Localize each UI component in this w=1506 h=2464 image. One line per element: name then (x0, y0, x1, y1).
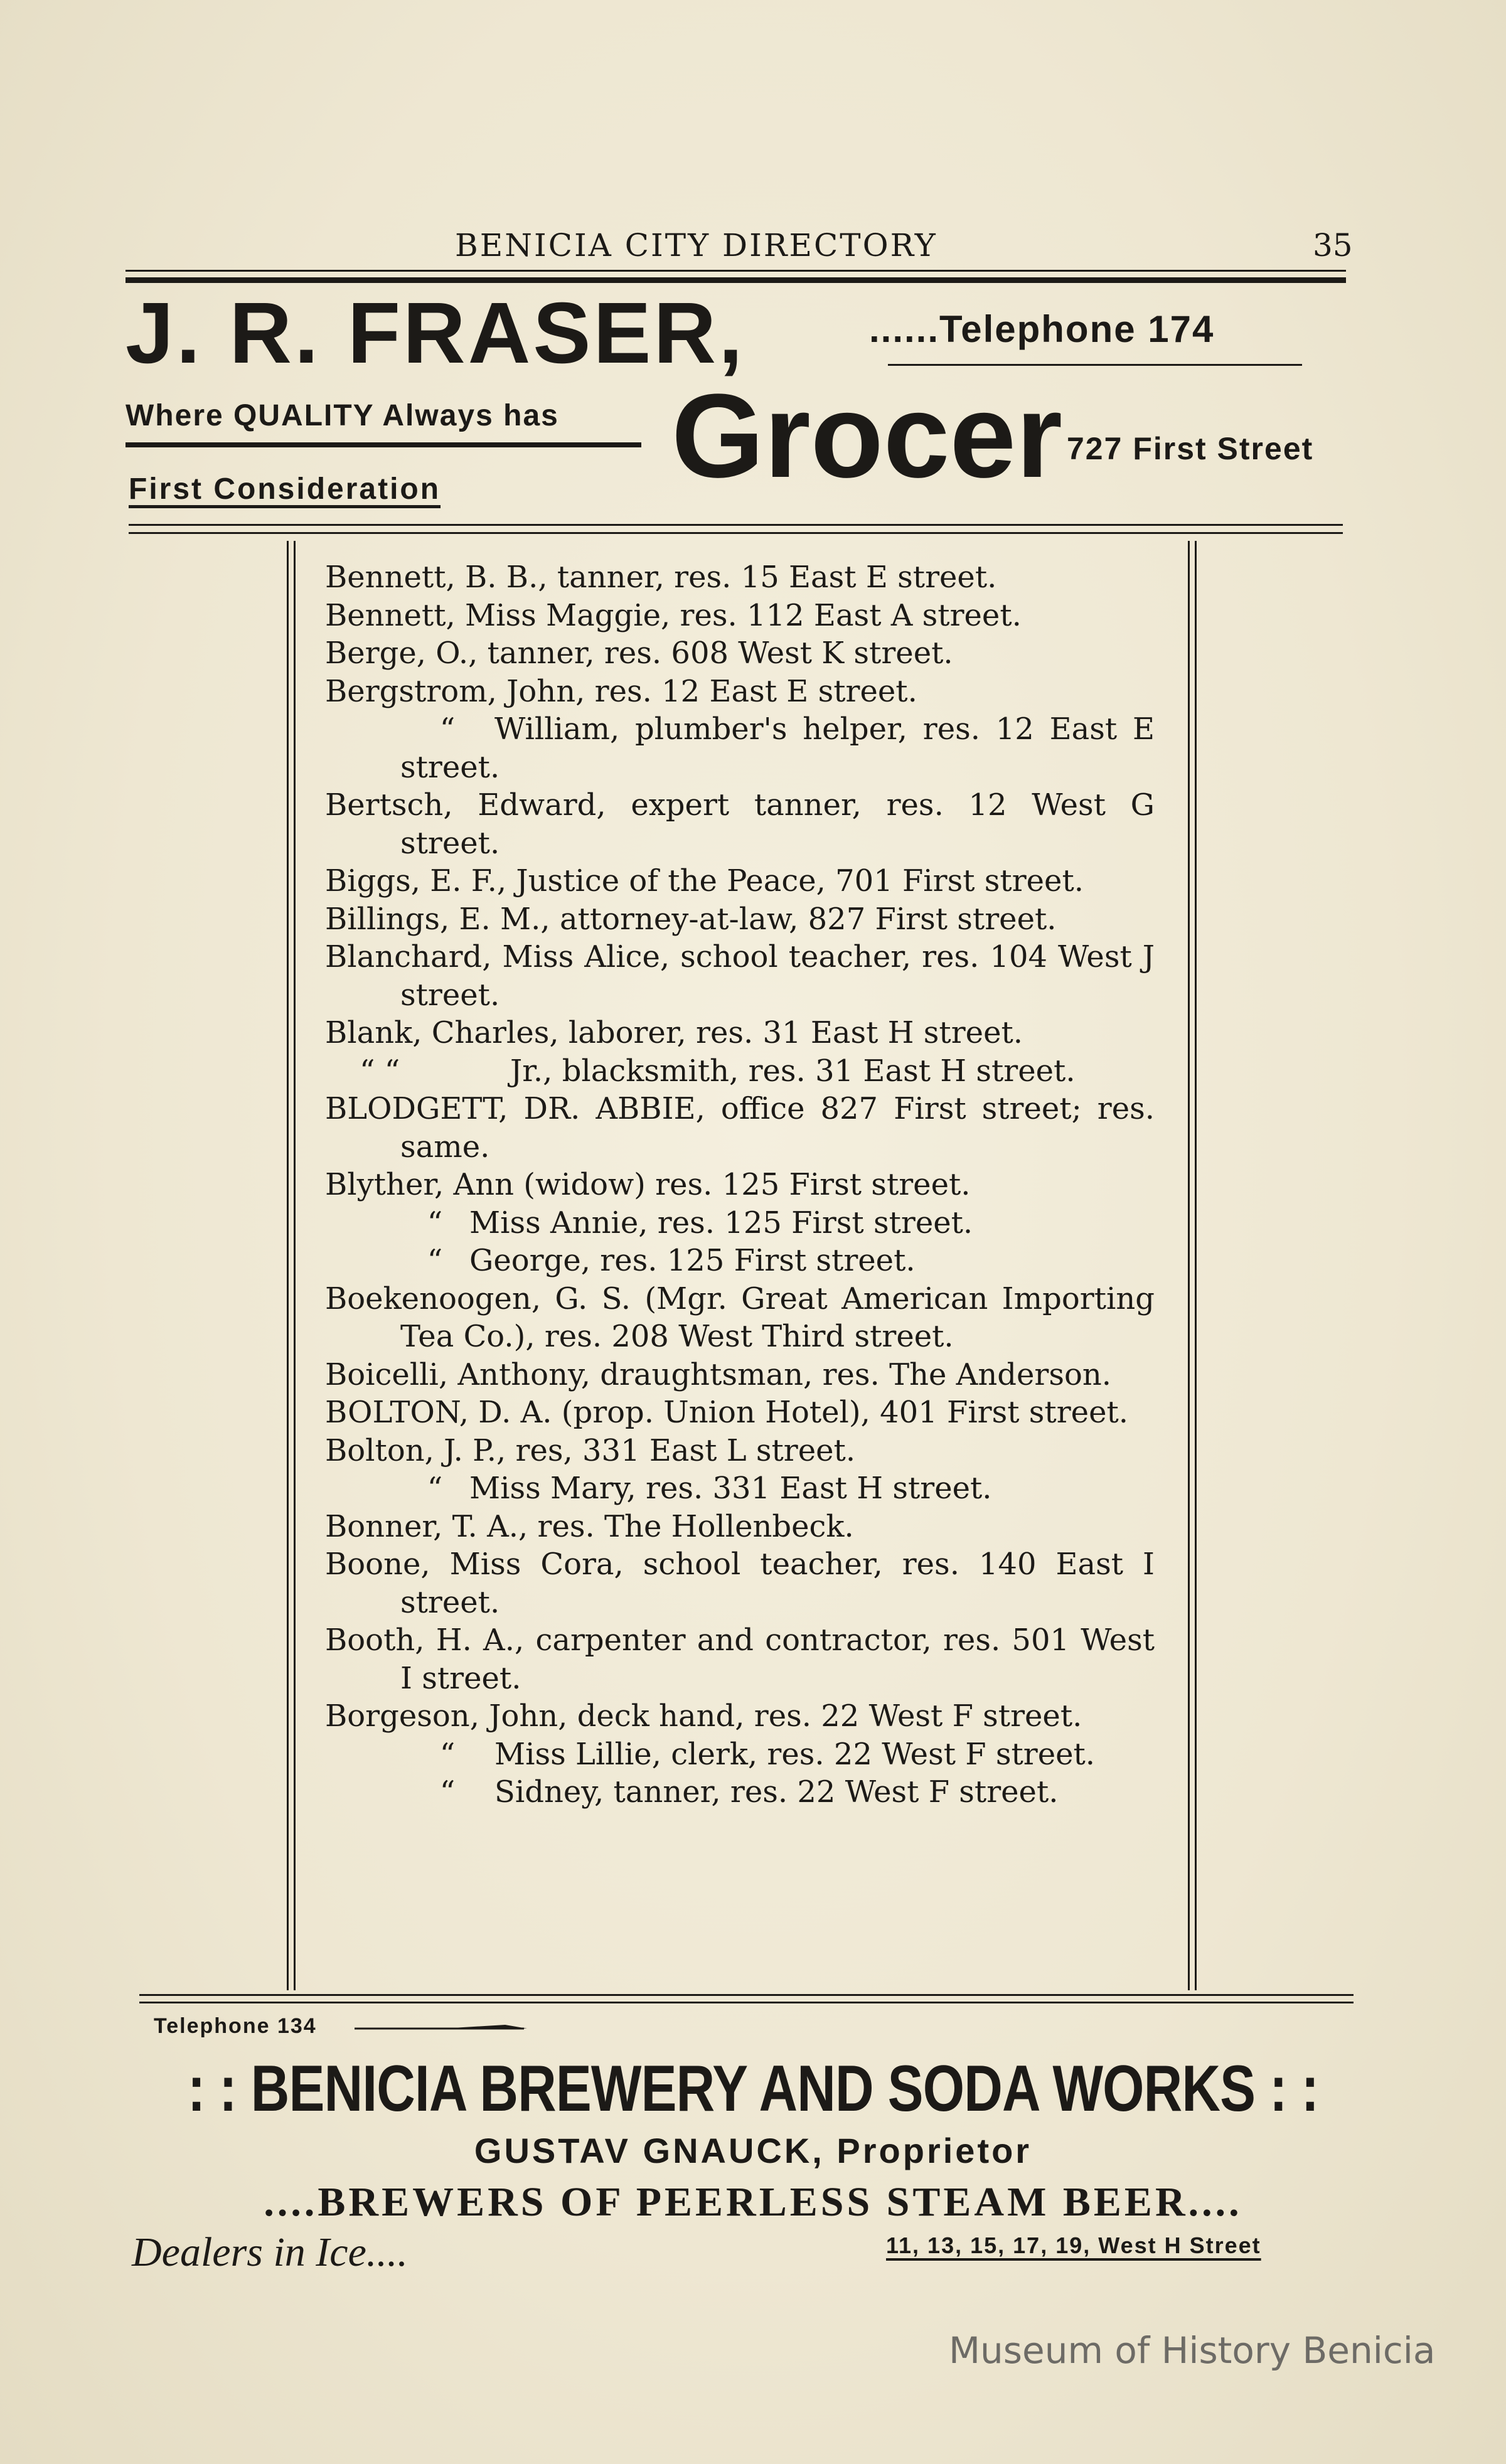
ditto-mark: “ (427, 1243, 443, 1278)
list-item: Blyther, Ann (widow) res. 125 First street. (325, 1167, 971, 1202)
brewery-telephone: Telephone 134 (154, 2014, 317, 2038)
list-item: Bennett, Miss Maggie, res. 112 East A street. (325, 597, 1022, 633)
list-item: Bennett, B. B., tanner, res. 15 East E street. (325, 560, 997, 595)
list-item: “ “ Jr., blacksmith, res. 31 East H street. (325, 1052, 1155, 1091)
column-left-rule-2 (294, 541, 296, 1990)
ditto-mark: “ (427, 1471, 443, 1506)
brewery-proprietor: GUSTAV GNAUCK, Proprietor (474, 2131, 1032, 2170)
list-item: Berge, O., tanner, res. 608 West K street. (325, 636, 953, 671)
fraser-name: J. R. FRASER, (125, 285, 745, 381)
list-item: Borgeson, John, deck hand, res. 22 West F street. (325, 1699, 1082, 1734)
column-right-rule-1 (1188, 541, 1190, 1990)
museum-watermark: Museum of History Benicia (949, 2329, 1436, 2372)
list-item: Billings, E. M., attorney-at-law, 827 First street. (325, 901, 1057, 937)
list-item: Bertsch, Edward, expert tanner, res. 12 West G street. (325, 787, 1155, 861)
list-item: BLODGETT, DR. ABBIE, office 827 First street; res. same. (325, 1091, 1155, 1165)
directory-entries (325, 558, 1155, 1811)
brewery-address: 11, 13, 15, 17, 19, West H Street (886, 2232, 1261, 2258)
fraser-trade: Grocer (671, 370, 1063, 503)
list-item: Blank, Charles, laborer, res. 31 East H street. (325, 1015, 1023, 1050)
footer-rule-1 (139, 1994, 1354, 1996)
brewery-name: : : BENICIA BREWERY AND SODA WORKS : : (187, 2052, 1319, 2125)
page-title: BENICIA CITY DIRECTORY (455, 227, 937, 264)
brewery-ice-dealers: Dealers in Ice.... (132, 2229, 408, 2275)
ditto-mark: “ (427, 1205, 443, 1240)
fraser-address: 727 First Street (1067, 431, 1314, 466)
header-rule-thick (125, 277, 1346, 283)
list-item: “ George, res. 125 First street. (325, 1242, 1155, 1280)
list-item: “ William, plumber's helper, res. 12 East E street. (400, 712, 1155, 785)
list-item: Booth, H. A., carpenter and contractor, res. 501 West I street. (325, 1623, 1155, 1696)
telephone-pointer-icon (355, 2019, 530, 2032)
list-item: “ Miss Mary, res. 331 East H street. (325, 1469, 1155, 1508)
ditto-mark: “ “ (360, 1053, 400, 1089)
footer-rule-2 (139, 2002, 1354, 2003)
ditto-mark: “ (439, 712, 456, 747)
column-left-rule-1 (287, 541, 289, 1990)
list-item: “ Miss Lillie, clerk, res. 22 West F street. (325, 1736, 1155, 1774)
ditto-mark: “ (439, 1774, 456, 1810)
list-item: “ Miss Annie, res. 125 First street. (325, 1204, 1155, 1242)
list-item: Biggs, E. F., Justice of the Peace, 701 First street. (325, 863, 1084, 899)
ditto-mark: “ (439, 1736, 456, 1772)
header-rule-thin (125, 270, 1346, 272)
fraser-tagline-first: First Consideration (129, 472, 441, 506)
list-item: Boone, Miss Cora, school teacher, res. 140 East I street. (325, 1547, 1155, 1620)
fraser-telephone: ......Telephone 174 (869, 308, 1215, 350)
ad-bottom-rule-2 (129, 532, 1343, 534)
list-item: “ Sidney, tanner, res. 22 West F street. (325, 1773, 1155, 1811)
column-right-rule-2 (1195, 541, 1197, 1990)
page-number: 35 (1313, 227, 1353, 264)
brewery-tagline: ....BREWERS OF PEERLESS STEAM BEER.... (264, 2179, 1242, 2225)
fraser-telephone-rule (888, 364, 1302, 366)
ad-bottom-rule-1 (129, 524, 1343, 526)
list-item: Blanchard, Miss Alice, school teacher, res. 104 West J street. (325, 939, 1155, 1013)
list-item: Bolton, J. P., res, 331 East L street. (325, 1432, 856, 1468)
list-item: Bonner, T. A., res. The Hollenbeck. (325, 1508, 854, 1544)
list-item: Boekenoogen, G. S. (Mgr. Great American Importing Tea Co.), res. 208 West Third street. (325, 1281, 1155, 1354)
list-item: Bergstrom, John, res. 12 East E street. (325, 673, 917, 709)
fraser-tagline-quality: Where QUALITY Always has (125, 399, 559, 432)
fraser-tagline-rule (125, 442, 641, 447)
list-item: BOLTON, D. A. (prop. Union Hotel), 401 First street. (325, 1395, 1129, 1430)
list-item: Boicelli, Anthony, draughtsman, res. The Anderson. (325, 1357, 1112, 1392)
